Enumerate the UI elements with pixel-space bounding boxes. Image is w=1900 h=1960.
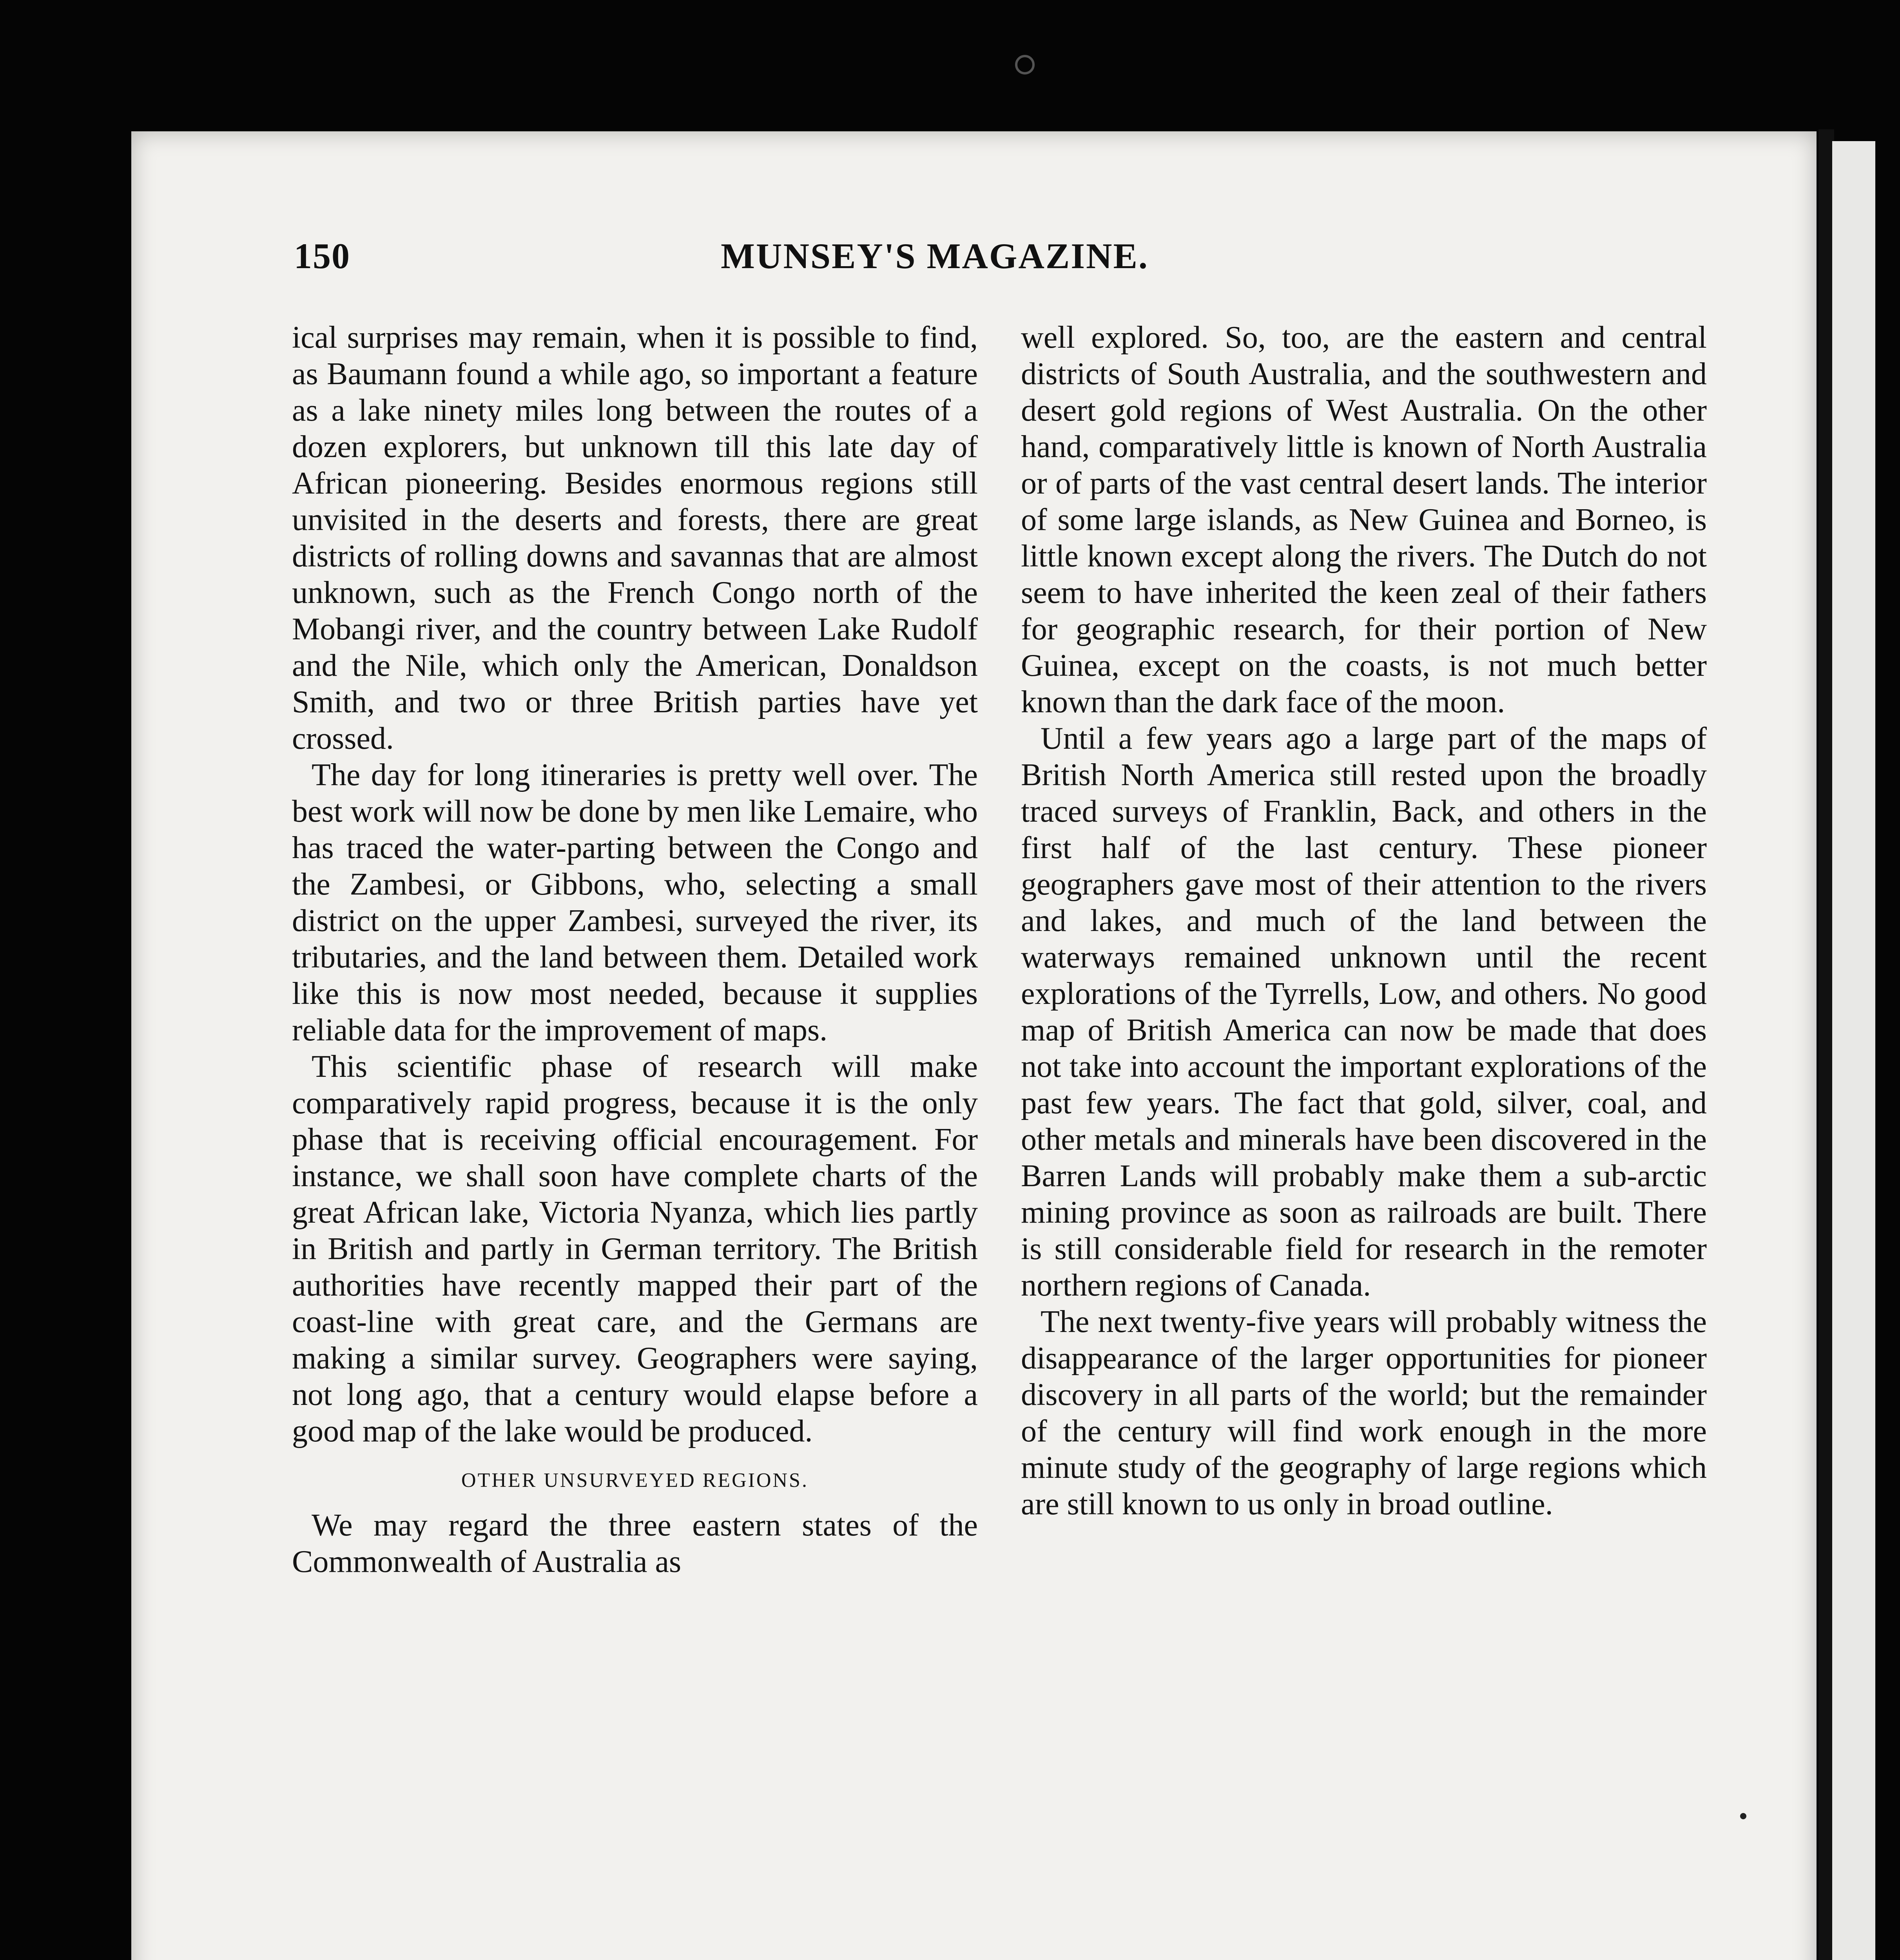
paragraph: The day for long itineraries is pretty well over. The best work will now be done by men like Lemaire, who has traced the water-parting between the Congo and the Zambesi, or Gibbons, who, selecting a small district on the upper Zambesi, surveyed the river, its tributaries, and the land between them. Detailed work like this is now most needed, because it supplies reliable data for the improvement of maps. xyxy=(292,758,978,1047)
page-edge-shadow xyxy=(1818,129,1834,1960)
paragraph: Until a few years ago a large part of the maps of British North America still rested upon the broadly traced surveys of Franklin, Back, and others in the first half of the last century. These pioneer geographers gave most of their attention to the rivers and lakes, and much of the land between the waterways remained unknown until the recent explorations of the Tyrrells, Low, and others. No good map of British America can now be made that does not take into account the important explorations of the past few years. The fact that gold, silver, coal, and other metals and minerals have been discovered in the Barren Lands will probably make them a sub-arctic mining province as soon as railroads are built. There is still considerable field for research in the remoter northern regions of Canada. xyxy=(1021,721,1707,1303)
left-column xyxy=(292,319,978,1580)
paragraph: ical surprises may remain, when it is possible to find, as Baumann found a while ago, so important a feature as a lake ninety miles long between the routes of a dozen explorers, but unknown till this late day of African pioneering. Besides enormous regions still unvisited in the deserts and forests, there are great districts of rolling downs and savannas that are almost unknown, such as the French Congo north of the Mobangi river, and the country between Lake Rudolf and the Nile, which only the American, Donaldson Smith, and two or three British parties have yet crossed. xyxy=(292,320,978,756)
paragraph: The next twenty-five years will probably witness the disappearance of the larger opportunities for pioneer discovery in all parts of the world; but the remainder of the century will find work enough in the more minute study of the geography of large regions which are still known to us only in broad outline. xyxy=(1021,1305,1707,1521)
paragraph: well explored. So, too, are the eastern and central districts of South Australia, and the southwestern and desert gold regions of West Australia. On the other hand, comparatively little is known of North Australia or of parts of the vast central desert lands. The interior of some large islands, as New Guinea and Borneo, is little known except along the rivers. The Dutch do not seem to have inherited the keen zeal of their fathers for geographic research, for their portion of New Guinea, except on the coasts, is not much better known than the dark face of the moon. xyxy=(1021,320,1707,719)
paragraph: We may regard the three eastern states of the Commonwealth of Australia as xyxy=(292,1508,978,1579)
right-column xyxy=(1021,319,1707,1523)
section-subheading: OTHER UNSURVEYED REGIONS. xyxy=(461,1469,809,1492)
page-number: 150 xyxy=(294,236,350,276)
scan-mark xyxy=(1015,55,1035,74)
ink-speck xyxy=(1740,1813,1746,1819)
next-page-edge xyxy=(1832,141,1875,1960)
paragraph: This scientific phase of research will make comparatively rapid progress, because it is the only phase that is receiving official encouragement. For instance, we shall soon have complete charts of the great African lake, Victoria Nyanza, which lies partly in British and partly in German territory. The British authorities have recently mapped their part of the coast-line with great care, and the Germans are making a similar survey. Geographers were saying, not long ago, that a century would elapse before a good map of the lake would be produced. xyxy=(292,1049,978,1448)
page-header xyxy=(169,235,1701,286)
running-title: MUNSEY'S MAGAZINE. xyxy=(721,236,1149,276)
